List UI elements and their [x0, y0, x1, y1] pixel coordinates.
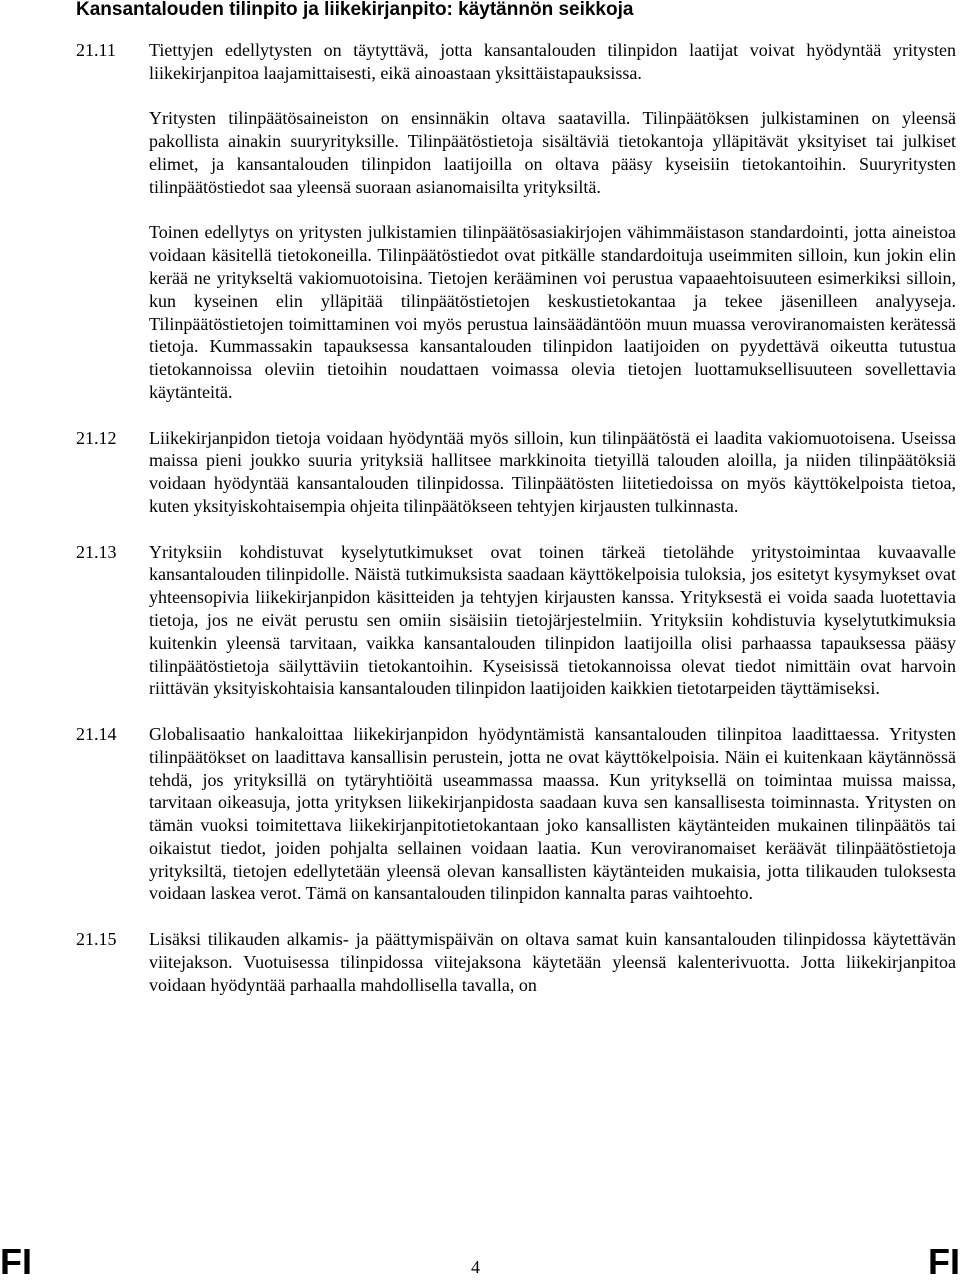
section-21-15: [76, 928, 956, 996]
section-21-11: [76, 39, 956, 404]
section-21-12: [76, 427, 956, 518]
paragraph: Globalisaatio hankaloittaa liikekirjanpidon hyödyntämistä kansantalouden tilinpitoa laadittaessa. Yritysten tilinpäätökset on laadittava kansallisin perustein, jotta ne ovat käyttökelpoisia. Näin ei kuitenkaan käytännössä tehdä, jos yrityksillä on tytäryhtiöitä useammassa maassa. Kun yrityksellä on toimintaa muissa maissa, tarvitaan oikeasuja, jotta yrityksen liikekirjanpidosta saadaan kuva sen kansallisesta toiminnasta. Yritysten on tämän vuoksi toimitettava liikekirjanpitotietokantaan joko kansallisten käytänteiden mukainen tilinpäätös tai oikaistut tiedot, joiden pohjalta sellainen voidaan laatia. Kun veroviranomaiset keräävät tilinpäätöstietoja yrityksiltä, tietojen edellytetään yleensä olevan kansallisten käytänteiden mukaisia, jotta tilikauden tuloksesta voidaan laskea verot. Tämä on kansantalouden tilinpidon kannalta paras vaihtoehto.: [149, 723, 956, 904]
section-body: [149, 541, 956, 701]
section-number: 21.13: [76, 541, 117, 562]
section-body: [149, 928, 956, 996]
section-body: [149, 39, 956, 404]
page-number: 4: [471, 1257, 480, 1277]
paragraph: Yrityksiin kohdistuvat kyselytutkimukset ovat toinen tärkeä tietolähde yritystoimintaa kuvaavalle kansantalouden tilinpidolle. Näistä tutkimuksista saadaan käyttökelpoisia tuloksia, jos esitetyt kysymykset ovat yhteensopivia liikekirjanpidon käsitteiden ja tehtyjen kirjausten kanssa. Yrityksestä ei voida saada luotettavia tietoja, jos ne eivät perustu sen omiin sisäisiin tietojärjestelmiin. Yrityksiin kohdistuvia kyselytutkimuksia kuitenkin yleensä tarvitaan, vaikka kansantalouden tilinpidon laatijoilla olisi parhaassa tapauksessa pääsy tilinpäätöstietoja säilyttäviin tietokantoihin. Kyseisissä tietokannoissa olevat tiedot nimittäin ovat harvoin riittävän yksityiskohtaisia kansantalouden tilinpidon laatijoiden kaikkien tietotarpeiden täyttämiseksi.: [149, 541, 956, 699]
footer-language-code-left: FI: [0, 1241, 32, 1282]
paragraph: Tiettyjen edellytysten on täytyttävä, jotta kansantalouden tilinpidon laatijat voivat hyödyntää yritysten liikekirjanpitoa laajamittaisesti, eikä ainoastaan yksittäistapauksissa.: [149, 40, 956, 83]
section-21-14: [76, 723, 956, 905]
paragraph: Lisäksi tilikauden alkamis- ja päättymispäivän on oltava samat kuin kansantalouden tilinpidossa käytettävän viitejakson. Vuotuisessa tilinpidossa viitejaksona käytetään yleensä kalenterivuotta. Jotta liikekirjanpitoa voidaan hyödyntää parhaalla mahdollisella tavalla, on: [149, 929, 956, 995]
section-number: 21.15: [76, 929, 117, 950]
paragraph: Yritysten tilinpäätösaineiston on ensinnäkin oltava saatavilla. Tilinpäätöksen julkistaminen on yleensä pakollista ainakin suuryrityksille. Tilinpäätöstietoja sisältäviä tietokantoja ylläpitävät yksityiset tai julkiset elimet, ja kansantalouden tilinpidon laatijoilla on oltava pääsy kyseisiin tietokantoihin. Suuryritysten tilinpäätöstiedot saa yleensä suoraan asianomaisilta yrityksiltä.: [149, 108, 956, 197]
page-header: Kansantalouden tilinpito ja liikekirjanpito: käytännön seikkoja: [76, 0, 634, 20]
section-body: [149, 723, 956, 905]
section-number: 21.11: [76, 40, 116, 60]
section-21-13: [76, 541, 956, 701]
section-body: [149, 427, 956, 518]
section-number: 21.12: [76, 427, 117, 448]
footer-language-code-right: FI: [928, 1241, 960, 1282]
document-body: [76, 39, 956, 1019]
paragraph: Toinen edellytys on yritysten julkistamien tilinpäätösasiakirjojen vähimmäistason standardointi, jotta aineistoa voidaan käsitellä tietokoneilla. Tilinpäätöstiedot ovat pitkälle standardoituja useimmiten silloin, kun jokin elin kerää ne yritykseltä vakiomuotoisina. Tietojen kerääminen voi perustua vapaaehtoisuuteen esimerkiksi silloin, kun kyseinen elin ylläpitää tilinpäätöstietojen keskustietokantaa ja tekee jäsenilleen analyyseja. Tilinpäätöstietojen toimittaminen voi myös perustua lainsäädäntöön muun muassa veroviranomaisten kerätessä tietoja. Kummassakin tapauksessa kansantalouden tilinpidon laatijoiden on pyydettävä oikeutta tutustua tietokannoissa oleviin tietoihin noudattaen voimassa olevia tietojen luottamuksellisuuteen sovellettavia käytänteitä.: [149, 222, 956, 402]
paragraph: Liikekirjanpidon tietoja voidaan hyödyntää myös silloin, kun tilinpäätöstä ei laadita vakiomuotoisena. Useissa maissa pieni joukko suuria yrityksiä hallitsee markkinoita tietyillä talouden aloilla, ja niiden tilinpäätöksiä voidaan hyödyntää kansantalouden tilinpidossa. Tilinpäätösten liitetiedoissa on myös käyttökelpoista tietoa, kuten yksityiskohtaisempia ohjeita tilinpäätökseen tehtyjen kirjausten tulkinnasta.: [149, 427, 956, 516]
section-number: 21.14: [76, 723, 117, 744]
